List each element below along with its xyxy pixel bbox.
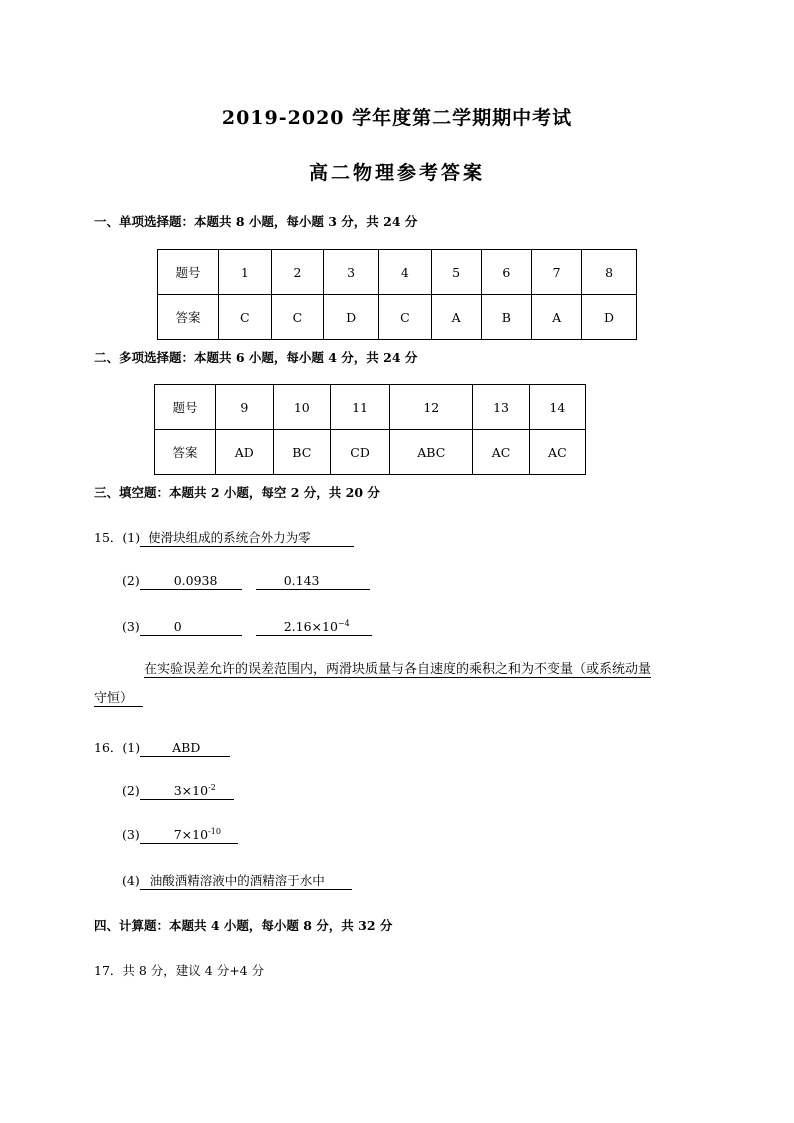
answer-blank [256,620,372,636]
exponent-base: 3×10 [173,783,209,798]
table-cell: 6 [481,250,532,295]
question-label: 16．(1) [94,740,141,755]
table-cell: 14 [529,385,585,430]
table-cell: AC [529,430,585,475]
q15-part1 [94,528,354,547]
row-label: 答案 [158,295,219,340]
table-cell: C [219,295,272,340]
table-row-numbers [158,250,637,295]
section2-answer-table [154,384,586,475]
table-cell: 5 [431,250,481,295]
table-cell: AD [216,430,274,475]
row-label: 题号 [158,250,219,295]
table-cell: 2 [271,250,324,295]
table-cell: D [324,295,379,340]
question-label: (3) [122,619,140,634]
table-cell: 9 [216,385,274,430]
row-label: 题号 [155,385,216,430]
exponent-base: 7×10 [173,827,209,842]
table-cell: 8 [582,250,637,295]
table-cell: 4 [379,250,432,295]
answer-blank [140,828,238,844]
answer-key-subtitle: 高二物理参考答案 [308,162,485,184]
exponent: -2 [208,782,216,792]
q17-scoring-note: 17．共 8 分，建议 4 分+4 分 [94,963,265,978]
answer-blank: 0.0938 [140,574,242,590]
section2-heading: 二、多项选择题：本题共 6 小题，每小题 4 分，共 24 分 [94,350,418,365]
table-cell: 10 [273,385,330,430]
q16-part2 [122,783,234,800]
table-cell: 1 [219,250,272,295]
exponent-base: 2.16×10 [283,619,338,634]
question-label: (2) [122,573,140,588]
table-row-answers [158,295,637,340]
table-row-answers [155,430,586,475]
q16-part3 [122,827,238,844]
table-cell: 7 [532,250,582,295]
table-cell: CD [330,430,389,475]
question-label: 15．(1) [94,530,141,545]
exponent: −4 [337,618,350,628]
exponent: -10 [208,826,221,836]
table-cell: A [431,295,481,340]
answer-blank: ABD [140,741,230,757]
q16-part4 [122,873,352,890]
exam-title: 2019-2020 学年度第二学期期中考试 [221,107,573,129]
conclusion-line1: 在实验误差允许的误差范围内，两滑块质量与各自速度的乘积之和为不变量（或系统动量 [144,662,652,677]
row-label: 答案 [155,430,216,475]
table-cell: 3 [324,250,379,295]
answer-blank: 0.143 [256,574,370,590]
table-cell: C [271,295,324,340]
table-cell: D [582,295,637,340]
question-label: (3) [122,827,140,842]
answer-blank: 油酸酒精溶液中的酒精溶于水中 [140,874,352,890]
answer-blank: 0 [140,620,242,636]
table-row-numbers [155,385,586,430]
table-cell: 13 [473,385,529,430]
q16-part1 [94,738,230,757]
answer-blank [140,784,234,800]
section4-heading: 四、计算题：本题共 4 小题，每小题 8 分，共 32 分 [94,918,393,933]
conclusion-line2: 守恒） [94,691,143,707]
table-cell: A [532,295,582,340]
q15-part3 [122,619,372,636]
table-cell: ABC [390,430,473,475]
question-label: (4) [122,873,140,888]
section1-answer-table [157,249,637,340]
table-cell: 11 [330,385,389,430]
table-cell: B [481,295,532,340]
answer-blank: 使滑块组成的系统合外力为零 [140,531,354,547]
table-cell: AC [473,430,529,475]
section1-heading: 一、单项选择题：本题共 8 小题，每小题 3 分，共 24 分 [94,214,418,229]
q15-conclusion [94,655,704,713]
section3-heading: 三、填空题：本题共 2 小题，每空 2 分，共 20 分 [94,485,380,500]
table-cell: C [379,295,432,340]
table-cell: BC [273,430,330,475]
question-label: (2) [122,783,140,798]
q15-part2 [122,573,370,590]
table-cell: 12 [390,385,473,430]
